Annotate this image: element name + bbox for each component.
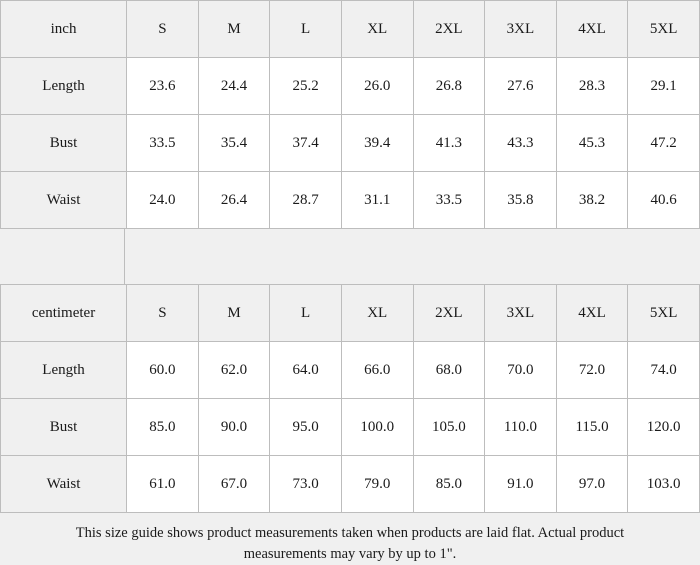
table-row (1, 58, 700, 115)
cell-value: 120.0 (628, 399, 700, 456)
size-header-2xl: 2XL (413, 1, 485, 58)
table-row (1, 342, 700, 399)
cell-value: 64.0 (270, 342, 342, 399)
cell-value: 115.0 (556, 399, 628, 456)
cell-value: 24.4 (198, 58, 270, 115)
cell-value: 31.1 (341, 172, 413, 229)
cell-value: 29.1 (628, 58, 700, 115)
size-header-m: M (198, 285, 270, 342)
table-gap-spacer (0, 229, 700, 284)
cell-value: 40.6 (628, 172, 700, 229)
cell-value: 66.0 (341, 342, 413, 399)
measure-label-bust: Bust (1, 399, 127, 456)
measure-label-length: Length (1, 58, 127, 115)
cell-value: 28.7 (270, 172, 342, 229)
measure-label-waist: Waist (1, 456, 127, 513)
cell-value: 35.8 (485, 172, 557, 229)
table-row (1, 115, 700, 172)
cell-value: 35.4 (198, 115, 270, 172)
spacer-left-column (0, 229, 125, 284)
cell-value: 26.0 (341, 58, 413, 115)
size-header-m: M (198, 1, 270, 58)
unit-label-centimeter: centimeter (1, 285, 127, 342)
cell-value: 27.6 (485, 58, 557, 115)
size-header-3xl: 3XL (485, 1, 557, 58)
cell-value: 45.3 (556, 115, 628, 172)
cell-value: 26.8 (413, 58, 485, 115)
cell-value: 68.0 (413, 342, 485, 399)
cell-value: 23.6 (127, 58, 199, 115)
size-header-l: L (270, 285, 342, 342)
size-guide-note-line-1: This size guide shows product measurements taken when products are laid flat. Actual product (75, 525, 625, 541)
unit-label-inch: inch (1, 1, 127, 58)
table-header-row (1, 285, 700, 342)
size-header-3xl: 3XL (485, 285, 557, 342)
cell-value: 24.0 (127, 172, 199, 229)
cell-value: 91.0 (485, 456, 557, 513)
size-header-2xl: 2XL (413, 285, 485, 342)
size-header-4xl: 4XL (556, 285, 628, 342)
size-header-s: S (127, 285, 199, 342)
size-header-xl: XL (341, 285, 413, 342)
measure-label-waist: Waist (1, 172, 127, 229)
table-row (1, 172, 700, 229)
cell-value: 26.4 (198, 172, 270, 229)
spacer-right-column (125, 229, 700, 284)
cell-value: 38.2 (556, 172, 628, 229)
size-header-xl: XL (341, 1, 413, 58)
cell-value: 43.3 (485, 115, 557, 172)
cell-value: 61.0 (127, 456, 199, 513)
table-row (1, 456, 700, 513)
size-header-5xl: 5XL (628, 285, 700, 342)
measure-label-length: Length (1, 342, 127, 399)
cell-value: 110.0 (485, 399, 557, 456)
cell-value: 39.4 (341, 115, 413, 172)
size-table-centimeter (0, 284, 700, 513)
cell-value: 47.2 (628, 115, 700, 172)
cell-value: 72.0 (556, 342, 628, 399)
cell-value: 70.0 (485, 342, 557, 399)
cell-value: 85.0 (127, 399, 199, 456)
cell-value: 28.3 (556, 58, 628, 115)
cell-value: 25.2 (270, 58, 342, 115)
size-header-l: L (270, 1, 342, 58)
cell-value: 79.0 (341, 456, 413, 513)
size-header-5xl: 5XL (628, 1, 700, 58)
cell-value: 67.0 (198, 456, 270, 513)
cell-value: 41.3 (413, 115, 485, 172)
size-guide-note (0, 513, 700, 565)
cell-value: 95.0 (270, 399, 342, 456)
cell-value: 73.0 (270, 456, 342, 513)
cell-value: 33.5 (413, 172, 485, 229)
cell-value: 74.0 (628, 342, 700, 399)
cell-value: 100.0 (341, 399, 413, 456)
cell-value: 62.0 (198, 342, 270, 399)
cell-value: 90.0 (198, 399, 270, 456)
size-guide-note-line-2: measurements may vary by up to 1". (243, 546, 457, 562)
cell-value: 105.0 (413, 399, 485, 456)
cell-value: 33.5 (127, 115, 199, 172)
table-row (1, 399, 700, 456)
table-header-row (1, 1, 700, 58)
cell-value: 37.4 (270, 115, 342, 172)
measure-label-bust: Bust (1, 115, 127, 172)
cell-value: 103.0 (628, 456, 700, 513)
size-header-4xl: 4XL (556, 1, 628, 58)
cell-value: 85.0 (413, 456, 485, 513)
cell-value: 97.0 (556, 456, 628, 513)
cell-value: 60.0 (127, 342, 199, 399)
size-header-s: S (127, 1, 199, 58)
size-table-inch (0, 0, 700, 229)
